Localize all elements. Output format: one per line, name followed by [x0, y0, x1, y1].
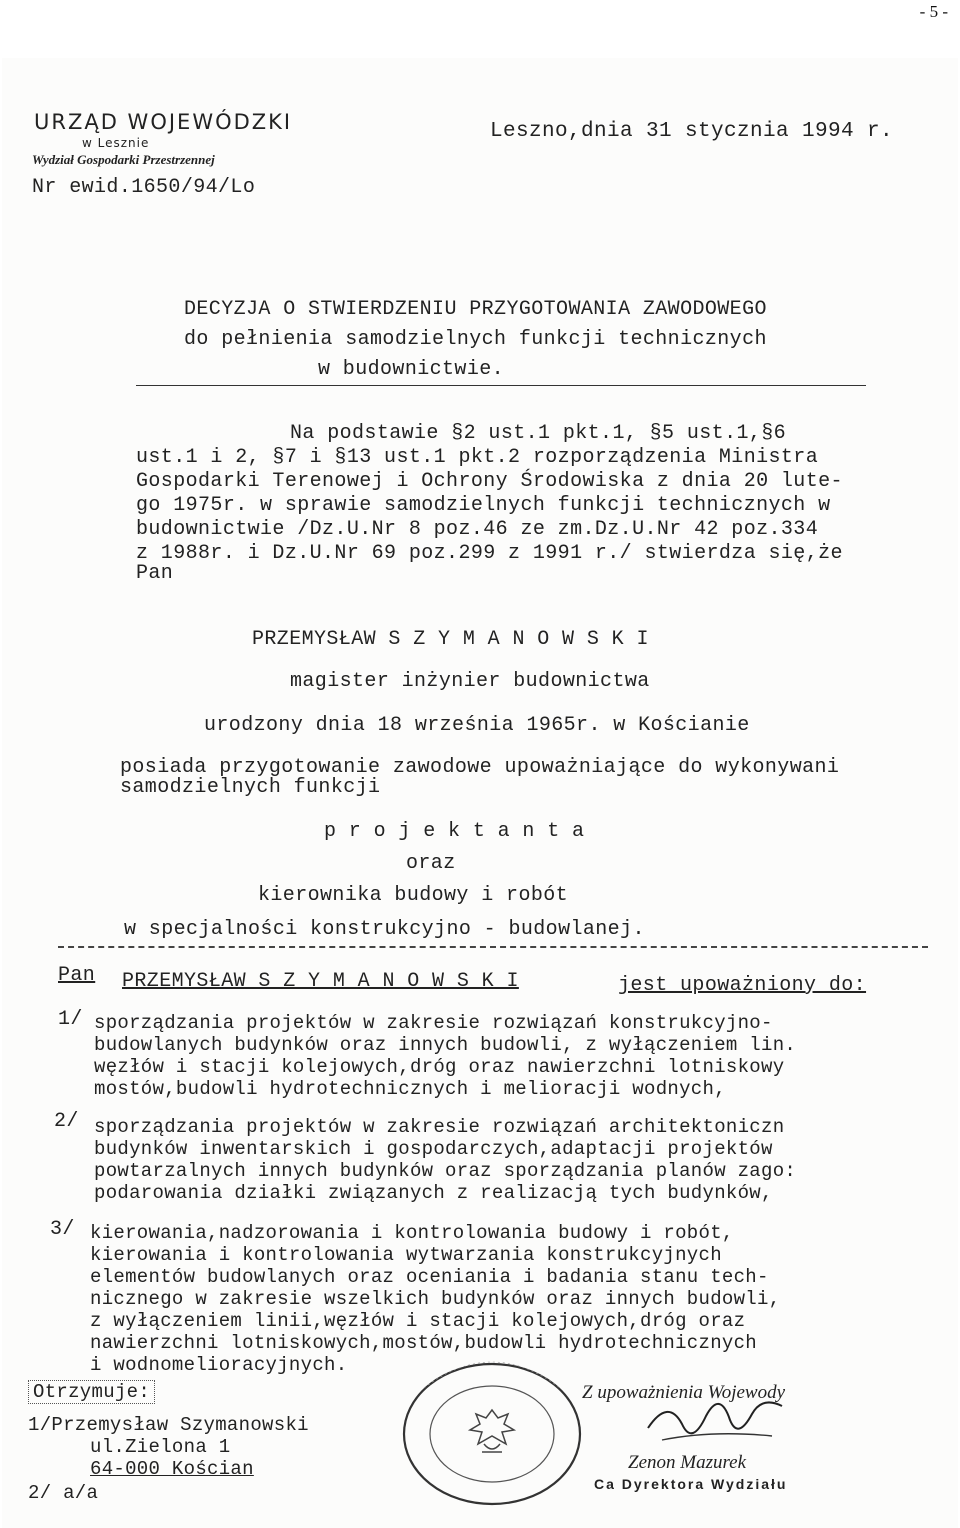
authorization-name: PRZEMYSŁAW S Z Y M A N O W S K I: [122, 970, 519, 993]
item-line: nawierzchni lotniskowych,mostów,budowli hydrotechnicznych: [90, 1332, 758, 1354]
recipients-heading: Otrzymuje:: [28, 1380, 155, 1404]
reference-number: Nr ewid.1650/94/Lo: [32, 176, 256, 199]
speciality: w specjalności konstrukcyjno - budowlanej.: [124, 918, 645, 941]
qualification-line: samodzielnych funkcji: [120, 776, 381, 799]
item-line: powtarzalnych innych budynków oraz sporządzania planów zago:: [94, 1160, 797, 1182]
basis-line: Na podstawie §2 ust.1 pkt.1, §5 ust.1,§6: [290, 422, 787, 445]
item-line: kierowania,nadzorowania i kontrolowania budowy i robót,: [90, 1222, 734, 1244]
basis-line: go 1975r. w sprawie samodzielnych funkcji technicznych w: [136, 494, 831, 517]
authorization-pan: Pan: [58, 964, 96, 987]
basis-line: budownictwie /Dz.U.Nr 8 poz.46 ze zm.Dz.U.Nr 42 poz.334: [136, 518, 819, 541]
dashed-separator: [58, 946, 928, 948]
signatory-title: Ca Dyrektora Wydziału: [594, 1476, 788, 1492]
handwritten-signature: [642, 1394, 792, 1448]
qualification-line: posiada przygotowanie zawodowe upoważniające do wykonywani: [120, 756, 840, 779]
item-number: 3/: [50, 1218, 75, 1241]
official-stamp: [394, 1348, 590, 1508]
role-site-manager: kierownika budowy i robót: [258, 884, 569, 907]
recipient-line: 64-000 Kościan: [90, 1458, 254, 1480]
place-and-date: Leszno,dnia 31 stycznia 1994 r.: [490, 120, 894, 143]
decision-title: DECYZJA O STWIERDZENIU PRZYGOTOWANIA ZAWODOWEGO: [184, 298, 767, 321]
item-number: 1/: [58, 1008, 83, 1031]
item-line: podarowania działki związanych z realizacją tych budynków,: [94, 1182, 773, 1204]
basis-line: Gospodarki Terenowej i Ochrony Środowiska z dnia 20 lute-: [136, 470, 843, 493]
office-name: URZĄD WOJEWÓDZKI: [34, 110, 293, 134]
item-number: 2/: [54, 1110, 79, 1133]
office-city: w Lesznie: [82, 136, 150, 150]
item-line: mostów,budowli hydrotechnicznych i melioracji wodnych,: [94, 1078, 726, 1100]
office-department: Wydział Gospodarki Przestrzennej: [32, 152, 215, 167]
basis-line: ust.1 i 2, §7 i §13 ust.1 pkt.2 rozporządzenia Ministra: [136, 446, 819, 469]
item-line: kierowania i kontrolowania wytwarzania konstrukcyjnych: [90, 1244, 722, 1266]
item-line: budowlanych budynków oraz innych budowli, z wyłączeniem lin.: [94, 1034, 797, 1056]
recipient-line: ul.Zielona 1: [90, 1436, 231, 1458]
decision-subtitle: do pełnienia samodzielnych funkcji technicznych: [184, 328, 767, 351]
authorization-clause: jest upoważniony do:: [618, 974, 867, 997]
role-designer: p r o j e k t a n t a: [324, 820, 585, 843]
signature-authority: Z upoważnienia Wojewody: [582, 1382, 786, 1403]
scanned-document: [2, 58, 958, 1528]
basis-line: Pan: [136, 562, 174, 585]
person-birth: urodzony dnia 18 września 1965r. w Kościanie: [204, 714, 750, 737]
item-line: sporządzania projektów w zakresie rozwiązań architektoniczn: [94, 1116, 785, 1138]
person-degree: magister inżynier budownictwa: [290, 670, 650, 693]
decision-subtitle-2: w budownictwie.: [318, 358, 505, 381]
recipient-line: 1/Przemysław Szymanowski: [28, 1414, 309, 1436]
role-conjunction: oraz: [406, 852, 456, 875]
basis-line: z 1988r. i Dz.U.Nr 69 poz.299 z 1991 r./ stwierdza się,że: [136, 542, 843, 565]
title-rule: [136, 385, 866, 386]
item-line: z wyłączeniem linii,węzłów i stacji kolejowych,dróg oraz: [90, 1310, 746, 1332]
item-line: sporządzania projektów w zakresie rozwiązań konstrukcyjno-: [94, 1012, 773, 1034]
signatory-name: Zenon Mazurek: [628, 1452, 747, 1473]
item-line: budynków inwentarskich i gospodarczych,adaptacji projektów: [94, 1138, 773, 1160]
item-line: elementów budowlanych oraz oceniania i badania stanu tech-: [90, 1266, 769, 1288]
recipient-line: 2/ a/a: [28, 1482, 99, 1504]
item-line: nicznego w zakresie wszelkich budynków oraz innych budowli,: [90, 1288, 781, 1310]
person-name: PRZEMYSŁAW S Z Y M A N O W S K I: [252, 628, 649, 651]
item-line: węzłów i stacji kolejowych,dróg oraz nawierzchni lotniskowy: [94, 1056, 785, 1078]
page-number: - 5 -: [919, 2, 948, 21]
item-line: i wodnomelioracyjnych.: [90, 1354, 348, 1376]
